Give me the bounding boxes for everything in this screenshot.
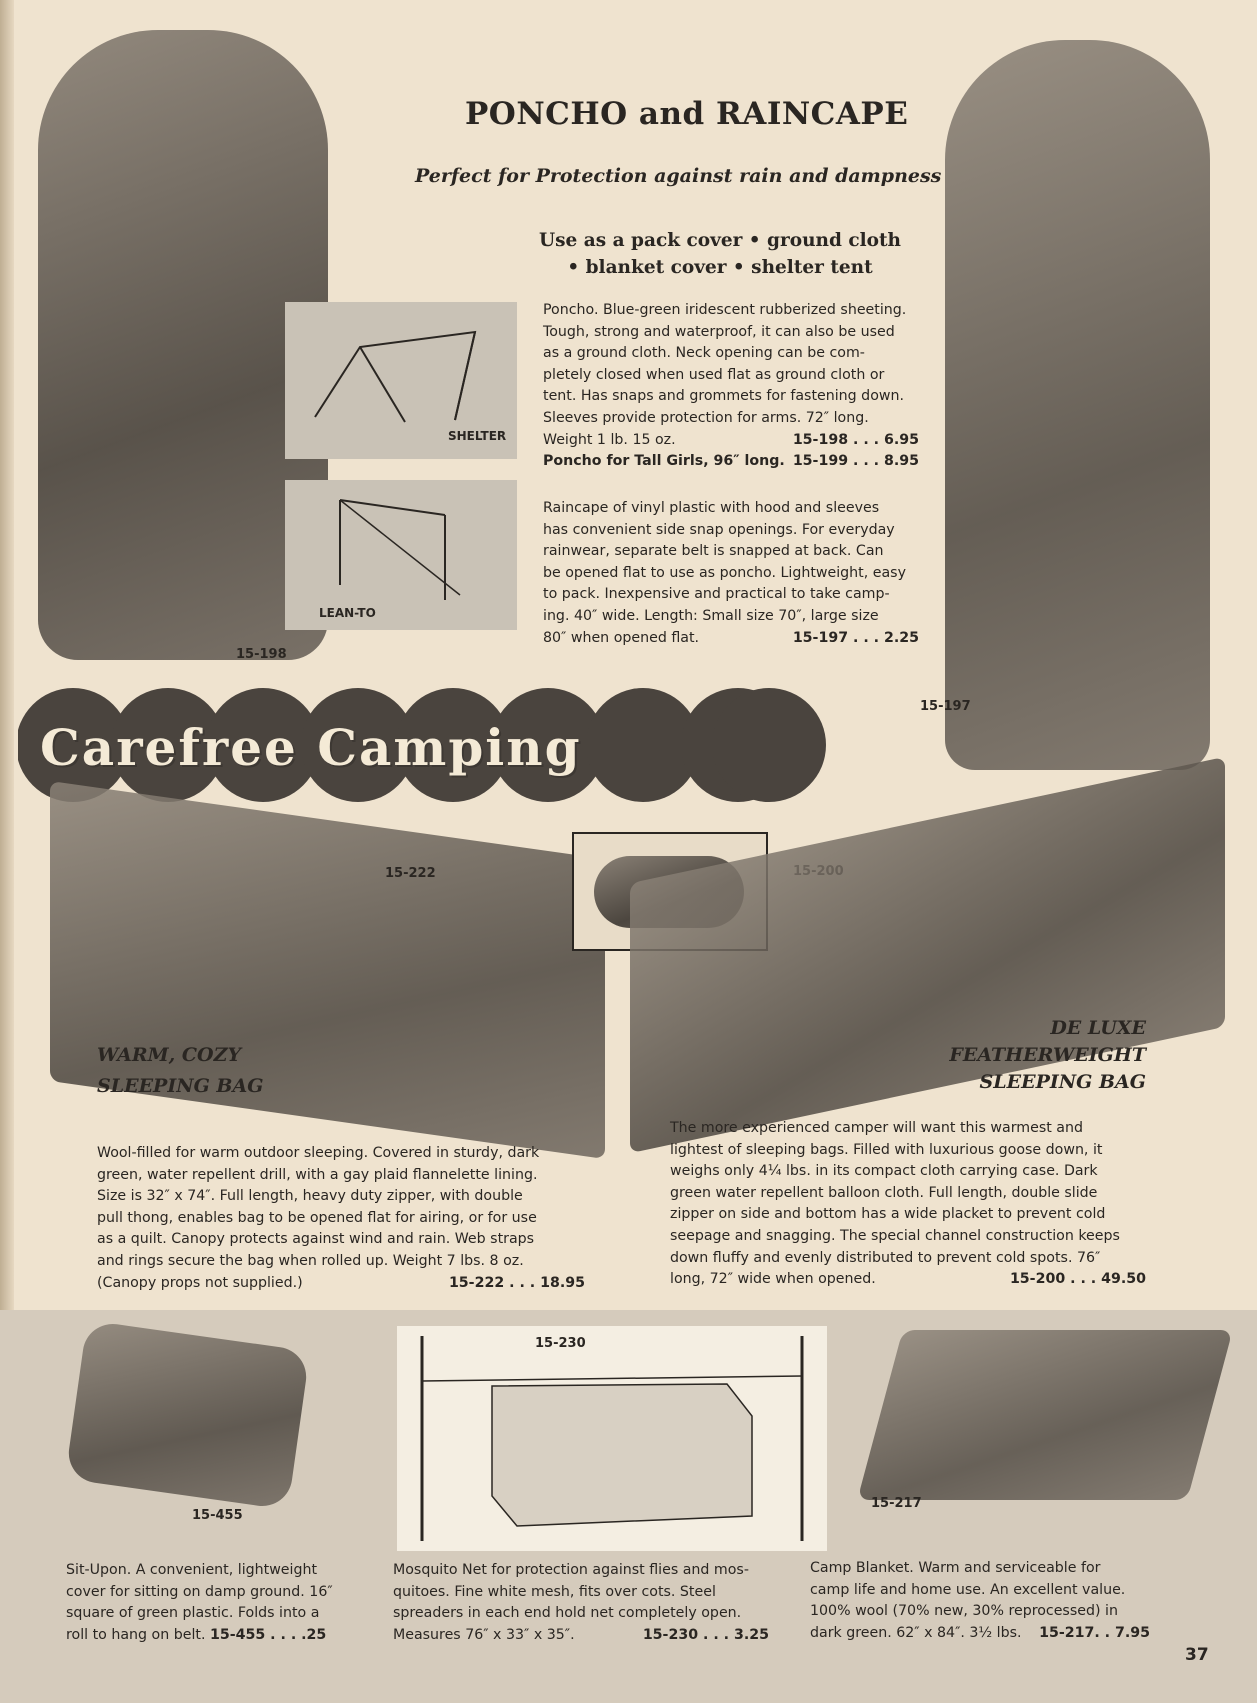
sit-upon-last-line: roll to hang on belt. bbox=[66, 1626, 206, 1643]
warm-bag-description bbox=[97, 1143, 585, 1294]
lean-to-illustration bbox=[285, 480, 517, 630]
raincape-line: Raincape of vinyl plastic with hood and sleeves bbox=[543, 500, 880, 516]
deluxe-bag-description bbox=[670, 1118, 1146, 1291]
shelter-label: SHELTER bbox=[448, 429, 507, 443]
poncho-line: Tough, strong and waterproof, it can also be used bbox=[543, 323, 895, 340]
shelter-illustration bbox=[285, 302, 517, 459]
deluxe-bag-heading bbox=[900, 1015, 1146, 1096]
figure-label-15222: 15-222 bbox=[385, 866, 436, 881]
sit-upon-line: Sit-Upon. A convenient, lightweight bbox=[66, 1562, 318, 1578]
page-number: 37 bbox=[1185, 1645, 1209, 1665]
carefree-camping-banner: Carefree Camping bbox=[40, 718, 582, 777]
warm-bag-line: pull thong, enables bag to be opened flat for airing, or for use bbox=[97, 1209, 537, 1226]
poncho-tall-text: Poncho for Tall Girls, 96″ long. bbox=[543, 453, 785, 470]
warm-bag-line: as a quilt. Canopy protects against wind and rain. Web straps bbox=[97, 1231, 535, 1248]
poncho-weight: Weight 1 lb. 15 oz. bbox=[543, 431, 676, 448]
mosquito-net-last-line: Measures 76″ x 33″ x 35″. bbox=[393, 1626, 575, 1643]
poncho-line: tent. Has snaps and grommets for fastening down. bbox=[543, 388, 904, 405]
camp-blanket-last-line: dark green. 62″ x 84″. 3½ lbs. bbox=[810, 1624, 1022, 1641]
mosquito-net-line: quitoes. Fine white mesh, fits over cots. Steel bbox=[393, 1583, 716, 1600]
poncho-description bbox=[543, 300, 919, 473]
camp-blanket-line: 100% wool (70% new, 30% reprocessed) in bbox=[810, 1603, 1118, 1620]
page-title: PONCHO and RAINCAPE bbox=[465, 96, 909, 132]
raincape-line: ing. 40″ wide. Length: Small size 70″, large size bbox=[543, 607, 879, 624]
camp-blanket-description bbox=[810, 1558, 1150, 1644]
camp-blanket-image bbox=[857, 1330, 1233, 1500]
mosquito-net-price-row bbox=[393, 1625, 769, 1647]
raincape-model-photo bbox=[945, 40, 1210, 770]
poncho-price-row bbox=[543, 430, 919, 452]
uses-list bbox=[520, 227, 920, 281]
raincape-line: has convenient side snap openings. For everyday bbox=[543, 521, 895, 538]
deluxe-bag-line: green water repellent balloon cloth. Full length, double slide bbox=[670, 1184, 1098, 1201]
raincape-line: be opened flat to use as poncho. Lightweight, easy bbox=[543, 564, 906, 581]
warm-bag-line: green, water repellent drill, with a gay plaid flannelette lining. bbox=[97, 1166, 538, 1183]
raincape-description bbox=[543, 498, 919, 649]
warm-bag-price: 15-222 . . . 18.95 bbox=[448, 1274, 585, 1291]
warm-bag-heading-1: WARM, COZY bbox=[97, 1044, 242, 1066]
raincape-last-line: 80″ when opened flat. bbox=[543, 629, 700, 646]
deluxe-bag-last-line: long, 72″ wide when opened. bbox=[670, 1271, 876, 1288]
poncho-tall-price: 15-199 . . . 8.95 bbox=[792, 453, 919, 470]
poncho-line: Poncho. Blue-green iridescent rubberized sheeting. bbox=[543, 302, 907, 318]
uses-line-1: Use as a pack cover • ground cloth bbox=[539, 230, 901, 251]
sit-upon-line: square of green plastic. Folds into a bbox=[66, 1605, 320, 1622]
sit-upon-description bbox=[66, 1560, 352, 1646]
figure-label-15197: 15-197 bbox=[920, 699, 971, 714]
raincape-price: 15-197 . . . 2.25 bbox=[792, 629, 919, 646]
camp-blanket-price-row bbox=[810, 1623, 1150, 1645]
uses-line-2: • blanket cover • shelter tent bbox=[567, 257, 873, 278]
deluxe-bag-line: The more experienced camper will want this warmest and bbox=[670, 1120, 1083, 1136]
warm-bag-last-line: (Canopy props not supplied.) bbox=[97, 1274, 303, 1291]
sit-upon-price-row bbox=[66, 1625, 352, 1647]
deluxe-bag-line: seepage and snagging. The special channel construction keeps bbox=[670, 1227, 1120, 1244]
poncho-line: Sleeves provide protection for arms. 72″ long. bbox=[543, 409, 869, 426]
figure-label-15455: 15-455 bbox=[192, 1508, 243, 1523]
warm-bag-line: Wool-filled for warm outdoor sleeping. Covered in sturdy, dark bbox=[97, 1145, 540, 1161]
poncho-price: 15-198 . . . 6.95 bbox=[792, 431, 919, 448]
mosquito-net-price: 15-230 . . . 3.25 bbox=[642, 1626, 769, 1643]
figure-label-15230: 15-230 bbox=[535, 1336, 586, 1351]
camp-blanket-line: Camp Blanket. Warm and serviceable for bbox=[810, 1560, 1101, 1576]
deluxe-bag-heading-3: SLEEPING BAG bbox=[979, 1071, 1146, 1093]
warm-sleeping-bag-image bbox=[50, 781, 605, 1159]
deluxe-bag-line: weighs only 4¼ lbs. in its compact cloth carrying case. Dark bbox=[670, 1163, 1098, 1180]
raincape-line: to pack. Inexpensive and practical to take camp- bbox=[543, 586, 890, 603]
raincape-line: rainwear, separate belt is snapped at back. Can bbox=[543, 543, 884, 560]
warm-bag-line: and rings secure the bag when rolled up. Weight 7 lbs. 8 oz. bbox=[97, 1252, 524, 1269]
raincape-price-row bbox=[543, 628, 919, 650]
lean-to-label: LEAN-TO bbox=[319, 606, 376, 620]
figure-label-15198: 15-198 bbox=[236, 647, 287, 662]
deluxe-bag-line: zipper on side and bottom has a wide placket to prevent cold bbox=[670, 1206, 1106, 1223]
warm-bag-heading bbox=[97, 1042, 263, 1100]
poncho-tall-price-row bbox=[543, 451, 919, 473]
deluxe-bag-line: down fluffy and evenly distributed to prevent cold spots. 76″ bbox=[670, 1249, 1101, 1266]
mosquito-net-line: Mosquito Net for protection against flies and mos- bbox=[393, 1562, 749, 1578]
figure-label-15217: 15-217 bbox=[871, 1496, 922, 1511]
mosquito-net-illustration bbox=[397, 1326, 827, 1551]
warm-bag-price-row bbox=[97, 1273, 585, 1295]
poncho-line: pletely closed when used flat as ground cloth or bbox=[543, 366, 885, 383]
deluxe-bag-line: lightest of sleeping bags. Filled with luxurious goose down, it bbox=[670, 1141, 1103, 1158]
camp-blanket-line: camp life and home use. An excellent value. bbox=[810, 1581, 1126, 1598]
warm-bag-line: Size is 32″ x 74″. Full length, heavy duty zipper, with double bbox=[97, 1188, 523, 1205]
warm-bag-heading-2: SLEEPING BAG bbox=[97, 1075, 264, 1097]
mosquito-net-drawing bbox=[397, 1326, 827, 1551]
sit-upon-image bbox=[65, 1320, 310, 1510]
sit-upon-price: 15-455 . . . .25 bbox=[210, 1626, 327, 1643]
deluxe-bag-heading-1: DE LUXE bbox=[1050, 1017, 1146, 1039]
mosquito-net-description bbox=[393, 1560, 769, 1646]
deluxe-bag-price-row bbox=[670, 1269, 1146, 1291]
page-subtitle: Perfect for Protection against rain and dampness bbox=[415, 165, 942, 187]
deluxe-bag-heading-2: FEATHERWEIGHT bbox=[949, 1044, 1146, 1066]
camp-blanket-price: 15-217. . 7.95 bbox=[1039, 1624, 1150, 1641]
poncho-line: as a ground cloth. Neck opening can be com- bbox=[543, 345, 865, 362]
deluxe-bag-price: 15-200 . . . 49.50 bbox=[1009, 1271, 1146, 1288]
sit-upon-line: cover for sitting on damp ground. 16″ bbox=[66, 1583, 333, 1600]
mosquito-net-line: spreaders in each end hold net completely open. bbox=[393, 1605, 742, 1622]
